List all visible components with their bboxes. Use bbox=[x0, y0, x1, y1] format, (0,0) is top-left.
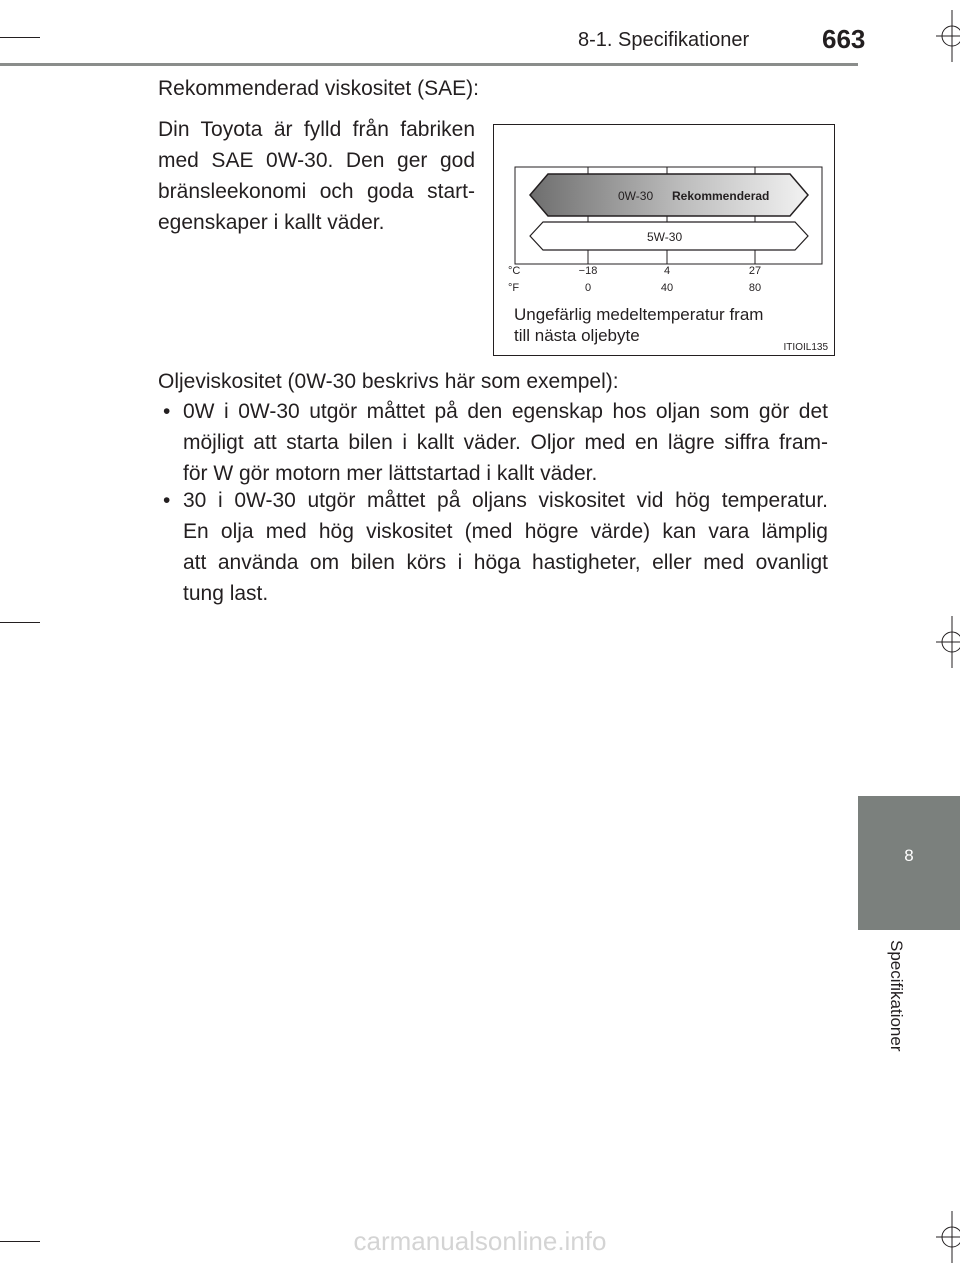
bullet-line: för W gör motorn mer lättstartad i kallt väder. bbox=[183, 462, 598, 485]
diagram-caption-line: till nästa oljebyte bbox=[514, 326, 640, 345]
fahrenheit-tick: 80 bbox=[748, 282, 762, 294]
fahrenheit-tick: 0 bbox=[584, 282, 592, 294]
celsius-tick: 4 bbox=[663, 265, 671, 277]
bullet-symbol: • bbox=[163, 400, 171, 423]
header-rule bbox=[0, 63, 858, 66]
bar-alternative-grade: 5W-30 bbox=[647, 230, 683, 244]
viscosity-diagram bbox=[493, 124, 835, 356]
fahrenheit-tick: 40 bbox=[660, 282, 674, 294]
crop-mark bbox=[0, 622, 40, 623]
site-watermark: carmanualsonline.info bbox=[353, 1226, 607, 1256]
diagram-caption-line: Ungefärlig medeltemperatur fram bbox=[514, 305, 764, 324]
viscosity-heading: Rekommenderad viskositet (SAE): bbox=[158, 77, 479, 100]
viscosity-chart bbox=[494, 125, 834, 355]
bullet-line: 30 i 0W-30 utgör måttet på oljans viskositet vid hög temperatur. bbox=[183, 489, 828, 512]
celsius-tick: 27 bbox=[748, 265, 762, 277]
bullet-line: En olja med hög viskositet (med högre värde) kan vara lämplig bbox=[183, 520, 828, 543]
bullet-line: att använda om bilen körs i höga hastigheter, eller med ovanligt bbox=[183, 551, 828, 574]
section-title: 8-1. Specifikationer bbox=[578, 29, 750, 51]
celsius-tick: −18 bbox=[578, 265, 598, 277]
example-heading: Oljeviskositet (0W-30 beskrivs här som exempel): bbox=[158, 370, 619, 393]
crop-mark bbox=[0, 37, 40, 38]
chapter-tab bbox=[858, 796, 960, 930]
bar-recommended-label: Rekommenderad bbox=[672, 189, 770, 203]
bar-recommended-grade: 0W-30 bbox=[618, 189, 654, 203]
chapter-number: 8 bbox=[904, 846, 914, 865]
intro-line: egenskaper i kallt väder. bbox=[158, 211, 385, 234]
diagram-image-code: ITIOIL135 bbox=[783, 342, 828, 353]
intro-line: Din Toyota är fylld från fabriken bbox=[158, 118, 475, 141]
intro-line: med SAE 0W-30. Den ger god bbox=[158, 149, 475, 172]
bullet-symbol: • bbox=[163, 489, 171, 512]
registration-mark bbox=[928, 616, 960, 668]
bullet-line: tung last. bbox=[183, 582, 269, 605]
page-number: 663 bbox=[822, 24, 866, 54]
celsius-unit: °C bbox=[508, 265, 521, 277]
bullet-line: 0W i 0W-30 utgör måttet på den egenskap hos oljan som gör det bbox=[183, 400, 828, 423]
bullet-line: möjligt att starta bilen i kallt väder. Oljor med en lägre siffra fram- bbox=[183, 431, 828, 454]
fahrenheit-unit: °F bbox=[508, 282, 520, 294]
intro-line: bränsleekonomi och goda start- bbox=[158, 180, 475, 203]
registration-mark bbox=[928, 10, 960, 62]
chapter-label: Specifikationer bbox=[887, 940, 906, 1052]
